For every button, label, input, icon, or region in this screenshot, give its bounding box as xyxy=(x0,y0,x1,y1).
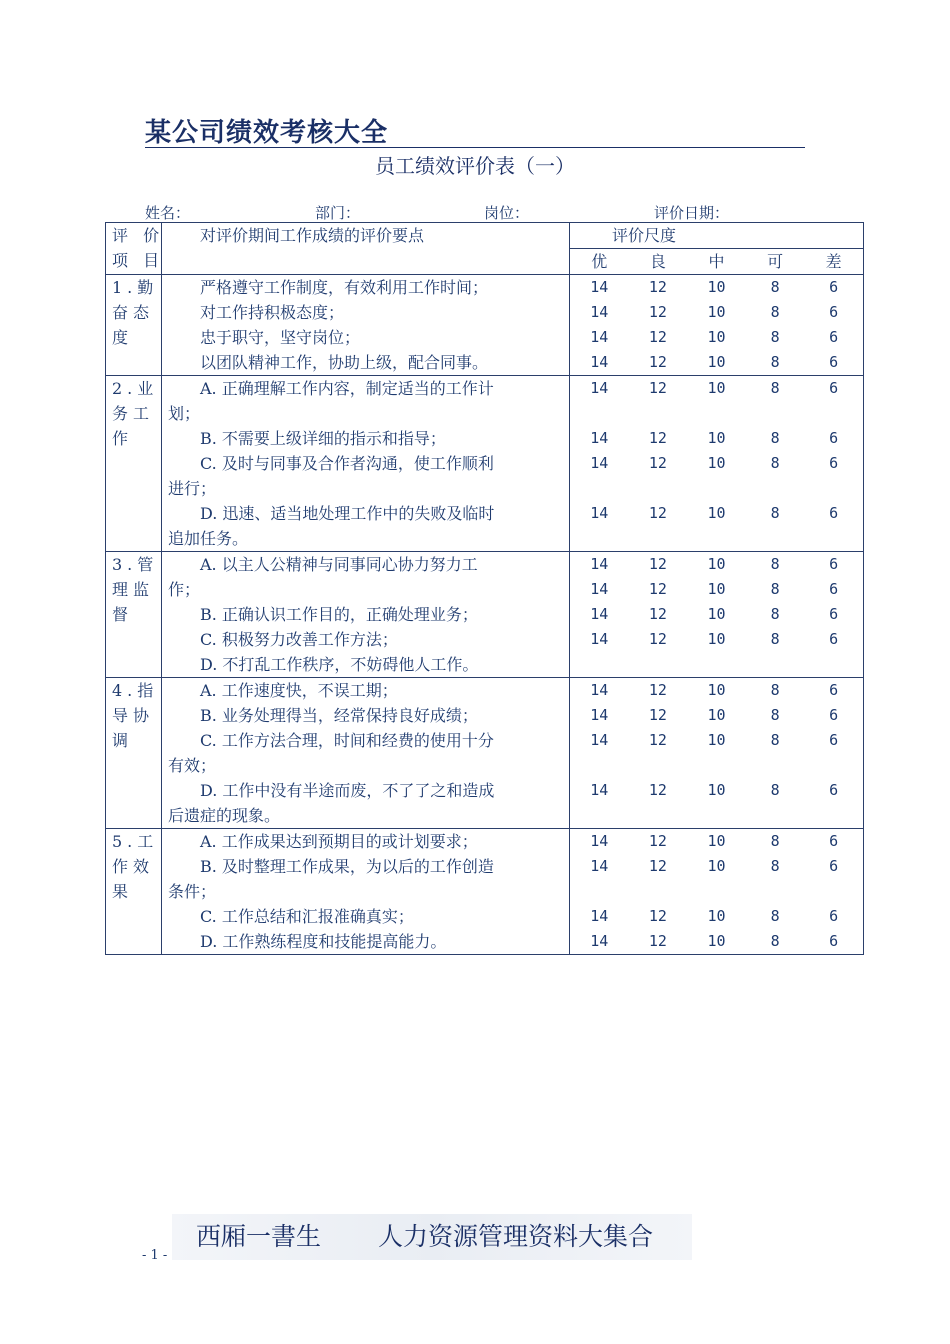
score-row xyxy=(570,501,863,526)
criteria-line: D. 迅速、适当地处理工作中的失败及临时 xyxy=(200,504,495,523)
grade-label: 良 xyxy=(649,252,666,271)
score-value: 6 xyxy=(829,580,839,598)
score-row xyxy=(570,426,863,451)
criteria-line: 作； xyxy=(168,580,201,599)
criteria-line: C. 积极努力改善工作方法； xyxy=(200,630,398,649)
score-value: 14 xyxy=(590,278,609,296)
score-value: 14 xyxy=(590,731,609,749)
criteria-line: 条件； xyxy=(168,882,217,901)
score-value: 14 xyxy=(590,681,609,699)
criteria-cell xyxy=(162,829,570,955)
section-label-cell xyxy=(106,275,162,376)
score-value: 14 xyxy=(590,857,609,875)
score-value: 6 xyxy=(829,353,839,371)
score-row xyxy=(570,602,863,627)
footer-author: 西厢一書生 xyxy=(196,1222,322,1251)
score-value: 12 xyxy=(648,781,667,799)
score-value: 12 xyxy=(648,278,667,296)
score-row xyxy=(570,829,863,854)
score-value: 10 xyxy=(707,857,726,875)
grade-label: 中 xyxy=(708,252,725,271)
score-value: 14 xyxy=(590,328,609,346)
score-value: 12 xyxy=(648,379,667,397)
score-value: 10 xyxy=(707,328,726,346)
score-value: 14 xyxy=(590,630,609,648)
score-row xyxy=(570,703,863,728)
score-value: 12 xyxy=(648,353,667,371)
score-value: 10 xyxy=(707,504,726,522)
score-value: 12 xyxy=(648,328,667,346)
header-item-line: 项 目 xyxy=(112,251,165,270)
score-row xyxy=(570,577,863,602)
grade-header-cell xyxy=(570,249,864,275)
score-blank xyxy=(570,652,863,677)
score-value: 8 xyxy=(770,681,780,699)
score-row xyxy=(570,325,863,350)
score-value: 6 xyxy=(829,832,839,850)
section-label-line: 奋态 xyxy=(112,303,155,322)
score-value: 6 xyxy=(829,379,839,397)
criteria-line: B. 不需要上级详细的指示和指导； xyxy=(200,429,446,448)
criteria-line: 划； xyxy=(168,404,201,423)
score-value: 10 xyxy=(707,580,726,598)
title-underline xyxy=(145,147,805,148)
table-header-row xyxy=(106,223,864,249)
score-value: 12 xyxy=(648,932,667,950)
score-value: 10 xyxy=(707,278,726,296)
score-value: 10 xyxy=(707,454,726,472)
score-value: 10 xyxy=(707,907,726,925)
header-points-label: 对评价期间工作成绩的评价要点 xyxy=(200,226,425,245)
score-value: 10 xyxy=(707,605,726,623)
section-label-line: 果 xyxy=(112,882,134,901)
criteria-line: A. 正确理解工作内容，制定适当的工作计 xyxy=(200,379,494,398)
score-blank xyxy=(570,526,863,551)
score-value: 8 xyxy=(770,857,780,875)
score-value: 6 xyxy=(829,454,839,472)
score-value: 6 xyxy=(829,731,839,749)
score-value: 14 xyxy=(590,504,609,522)
score-value: 8 xyxy=(770,706,780,724)
score-cell xyxy=(570,678,864,829)
criteria-line: D. 工作中没有半途而废，不了了之和造成 xyxy=(200,781,495,800)
criteria-line: B. 业务处理得当，经常保持良好成绩； xyxy=(200,706,478,725)
section-row xyxy=(106,376,864,552)
score-value: 8 xyxy=(770,379,780,397)
score-row xyxy=(570,929,863,954)
criteria-cell xyxy=(162,275,570,376)
score-value: 12 xyxy=(648,832,667,850)
grade-label: 优 xyxy=(591,252,608,271)
score-value: 8 xyxy=(770,353,780,371)
score-value: 6 xyxy=(829,278,839,296)
score-row xyxy=(570,678,863,703)
score-value: 12 xyxy=(648,706,667,724)
section-label-line: 调 xyxy=(112,731,134,750)
score-value: 8 xyxy=(770,932,780,950)
section-label-line: 理监 xyxy=(112,580,155,599)
criteria-line: D. 不打乱工作秩序，不妨碍他人工作。 xyxy=(200,655,479,674)
score-row xyxy=(570,778,863,803)
score-value: 14 xyxy=(590,555,609,573)
score-cell xyxy=(570,275,864,376)
score-value: 10 xyxy=(707,681,726,699)
score-value: 10 xyxy=(707,353,726,371)
criteria-line: A. 以主人公精神与同事同心协力努力工 xyxy=(200,555,478,574)
criteria-line: B. 及时整理工作成果，为以后的工作创造 xyxy=(200,857,494,876)
score-value: 6 xyxy=(829,429,839,447)
score-value: 8 xyxy=(770,504,780,522)
score-row xyxy=(570,350,863,375)
score-value: 8 xyxy=(770,832,780,850)
score-value: 6 xyxy=(829,681,839,699)
section-label-line: 5.工 xyxy=(112,832,159,851)
score-value: 12 xyxy=(648,454,667,472)
score-value: 12 xyxy=(648,681,667,699)
criteria-line: 对工作持积极态度； xyxy=(200,303,345,322)
score-value: 12 xyxy=(648,429,667,447)
score-row xyxy=(570,451,863,476)
position-label: 岗位： xyxy=(484,204,530,222)
score-row xyxy=(570,627,863,652)
section-label-cell xyxy=(106,678,162,829)
section-row xyxy=(106,678,864,829)
score-value: 10 xyxy=(707,706,726,724)
score-value: 8 xyxy=(770,555,780,573)
score-row xyxy=(570,854,863,879)
section-label-line: 1.勤 xyxy=(112,278,159,297)
score-value: 8 xyxy=(770,303,780,321)
score-value: 12 xyxy=(648,605,667,623)
score-value: 12 xyxy=(648,857,667,875)
score-blank xyxy=(570,879,863,904)
score-value: 8 xyxy=(770,731,780,749)
score-value: 10 xyxy=(707,429,726,447)
score-blank xyxy=(570,401,863,426)
score-value: 14 xyxy=(590,353,609,371)
footer-banner xyxy=(172,1214,692,1260)
section-label-line: 2.业 xyxy=(112,379,159,398)
score-value: 8 xyxy=(770,605,780,623)
section-label-line: 导协 xyxy=(112,706,155,725)
score-row xyxy=(570,376,863,401)
score-value: 12 xyxy=(648,630,667,648)
section-label-line: 督 xyxy=(112,605,134,624)
header-scale-cell xyxy=(570,223,864,249)
score-value: 10 xyxy=(707,630,726,648)
score-value: 8 xyxy=(770,454,780,472)
criteria-line: 严格遵守工作制度，有效利用工作时间； xyxy=(200,278,489,297)
form-title: 员工绩效评价表（一） xyxy=(375,154,575,178)
score-value: 14 xyxy=(590,303,609,321)
score-row xyxy=(570,904,863,929)
section-row xyxy=(106,552,864,678)
section-label-cell xyxy=(106,552,162,678)
criteria-line: B. 正确认识工作目的，正确处理业务； xyxy=(200,605,478,624)
score-value: 8 xyxy=(770,580,780,598)
section-label-line: 作 xyxy=(112,429,134,448)
score-value: 8 xyxy=(770,781,780,799)
header-item-cell xyxy=(106,223,165,275)
score-value: 6 xyxy=(829,706,839,724)
section-label-line: 务工 xyxy=(112,404,155,423)
score-value: 6 xyxy=(829,605,839,623)
score-value: 6 xyxy=(829,907,839,925)
grade-label: 差 xyxy=(825,252,842,271)
score-row xyxy=(570,275,863,300)
score-row xyxy=(570,728,863,753)
score-row xyxy=(570,552,863,577)
score-value: 10 xyxy=(707,832,726,850)
section-label-line: 4.指 xyxy=(112,681,159,700)
section-label-cell xyxy=(106,829,162,955)
score-value: 12 xyxy=(648,731,667,749)
score-value: 6 xyxy=(829,328,839,346)
score-value: 6 xyxy=(829,932,839,950)
score-value: 14 xyxy=(590,580,609,598)
criteria-cell xyxy=(162,376,570,552)
score-value: 10 xyxy=(707,303,726,321)
score-blank xyxy=(570,753,863,778)
score-cell xyxy=(570,376,864,552)
section-row xyxy=(106,829,864,955)
score-value: 14 xyxy=(590,379,609,397)
criteria-line: A. 工作成果达到预期目的或计划要求； xyxy=(200,832,478,851)
score-value: 12 xyxy=(648,907,667,925)
score-value: 6 xyxy=(829,303,839,321)
score-value: 6 xyxy=(829,857,839,875)
criteria-line: C. 及时与同事及合作者沟通，使工作顺利 xyxy=(200,454,494,473)
criteria-line: 有效； xyxy=(168,756,217,775)
score-value: 12 xyxy=(648,303,667,321)
criteria-line: 忠于职守，坚守岗位； xyxy=(200,328,361,347)
score-value: 8 xyxy=(770,328,780,346)
criteria-line: 追加任务。 xyxy=(168,529,249,548)
criteria-cell xyxy=(162,678,570,829)
score-cell xyxy=(570,829,864,955)
score-value: 6 xyxy=(829,504,839,522)
score-value: 10 xyxy=(707,379,726,397)
score-value: 6 xyxy=(829,555,839,573)
score-value: 14 xyxy=(590,454,609,472)
score-value: 8 xyxy=(770,907,780,925)
criteria-line: A. 工作速度快，不误工期； xyxy=(200,681,398,700)
score-value: 10 xyxy=(707,731,726,749)
criteria-line: 以团队精神工作，协助上级，配合同事。 xyxy=(200,353,489,372)
score-value: 14 xyxy=(590,832,609,850)
section-label-line: 3.管 xyxy=(112,555,159,574)
footer-collection: 人力资源管理资料大集合 xyxy=(378,1222,654,1251)
score-row xyxy=(570,300,863,325)
score-value: 14 xyxy=(590,429,609,447)
criteria-line: D. 工作熟练程度和技能提高能力。 xyxy=(200,932,447,951)
score-value: 6 xyxy=(829,781,839,799)
grade-label: 可 xyxy=(767,252,784,271)
score-value: 8 xyxy=(770,630,780,648)
score-value: 8 xyxy=(770,429,780,447)
score-value: 14 xyxy=(590,605,609,623)
score-value: 12 xyxy=(648,580,667,598)
evaluation-date-label: 评价日期： xyxy=(654,204,730,222)
score-value: 10 xyxy=(707,555,726,573)
criteria-line: 后遗症的现象。 xyxy=(168,806,281,825)
score-blank xyxy=(570,803,863,828)
criteria-line: C. 工作方法合理，时间和经费的使用十分 xyxy=(200,731,494,750)
section-label-line: 度 xyxy=(112,328,134,347)
score-value: 12 xyxy=(648,555,667,573)
score-value: 8 xyxy=(770,278,780,296)
evaluation-table xyxy=(105,222,864,955)
score-blank xyxy=(570,476,863,501)
score-value: 10 xyxy=(707,932,726,950)
criteria-line: C. 工作总结和汇报准确真实； xyxy=(200,907,414,926)
department-label: 部门： xyxy=(315,204,361,222)
criteria-cell xyxy=(162,552,570,678)
section-label-line: 作效 xyxy=(112,857,155,876)
score-value: 10 xyxy=(707,781,726,799)
score-value: 6 xyxy=(829,630,839,648)
header-item-line: 评 价 xyxy=(112,226,165,245)
criteria-line: 进行； xyxy=(168,479,217,498)
score-value: 14 xyxy=(590,932,609,950)
page-number: - 1 - xyxy=(142,1248,168,1263)
score-value: 14 xyxy=(590,781,609,799)
section-label-cell xyxy=(106,376,162,552)
header-scale-label: 评价尺度 xyxy=(612,226,677,245)
section-row xyxy=(106,275,864,376)
score-cell xyxy=(570,552,864,678)
score-value: 14 xyxy=(590,907,609,925)
name-label: 姓名： xyxy=(145,204,191,222)
header-points-cell xyxy=(162,223,570,275)
score-value: 14 xyxy=(590,706,609,724)
document-title: 某公司绩效考核大全 xyxy=(145,118,389,148)
score-value: 12 xyxy=(648,504,667,522)
